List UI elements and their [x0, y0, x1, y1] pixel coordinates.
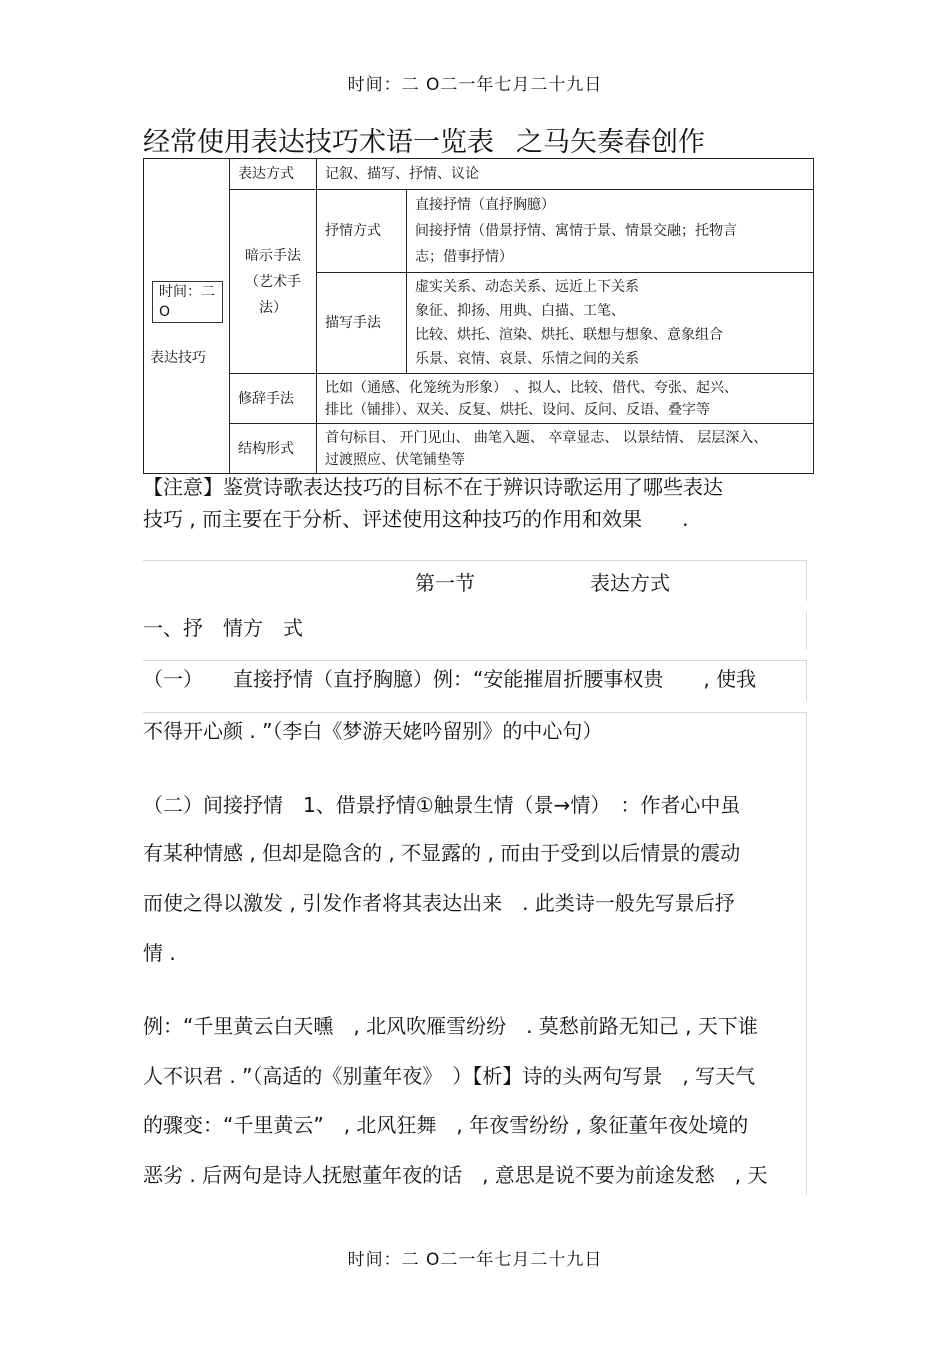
body-line-1: （一） 直接抒情（直抒胸臆）例：“安能摧眉折腰事权贵 , 使我 — [143, 660, 807, 701]
page-footer: 时间：二 O二一年七月二十九日 — [347, 1250, 603, 1270]
root-label: 表达技巧 — [150, 350, 206, 366]
label-description: 描写手法 — [317, 273, 407, 374]
content-expression-mode: 记叙、描写、抒情、议论 — [317, 159, 814, 190]
body-line-7: 例：“千里黄云白天曛 , 北风吹雁雪纷纷 . 莫愁前路无知己 , 天下谁 — [143, 1014, 758, 1038]
body-line-6: 情 . — [143, 941, 176, 965]
label-implication: 暗示手法 （艺术手 法） — [230, 190, 317, 374]
body-line-5: 而使之得以激发 , 引发作者将其表达出来 . 此类诗一般先写景后抒 — [143, 891, 735, 915]
page-title — [143, 120, 705, 159]
techniques-table — [143, 158, 814, 474]
page-header: 时间：二 O二一年七月二十九日 — [347, 75, 603, 95]
title-sub: 之马矢奏春创作 — [516, 127, 705, 158]
body-line-2: 不得开心颜 . ”（李白《梦游天姥吟留别》的中心句） — [143, 719, 603, 743]
body-line-4: 有某种情感 , 但却是隐含的 , 不显露的 , 而由于受到以后情景的震动 — [143, 841, 741, 865]
section-name: 表达方式 — [590, 571, 670, 595]
section-heading — [143, 560, 807, 601]
title-main: 经常使用表达技巧术语一览表 — [143, 127, 494, 158]
label-rhetoric: 修辞手法 — [230, 374, 317, 424]
label-lyric: 抒情方式 — [317, 190, 407, 273]
content-structure: 首句标目、 开门见山、 曲笔入题、 卒章显志、 以景结情、 层层深入、 过渡照应、伏笔铺垫等 — [317, 424, 814, 474]
body-line-3: （二）间接抒情 1、借景抒情①触景生情（景→情） ：作者心中虽 — [143, 793, 741, 817]
content-rhetoric: 比如（通感、化笼统为形象） 、拟人、比较、借代、夸张、起兴、 排比（铺排）、双关、反复、烘托、设问、反问、反语、叠字等 — [317, 374, 814, 424]
body-line-8: 人不识君 . ”（高适的《别董年夜》 ）【析】诗的头两句写景 , 写天气 — [143, 1064, 756, 1088]
body-line-10: 恶劣 . 后两句是诗人抚慰董年夜的话 , 意思是说不要为前途发愁 , 天 — [143, 1163, 768, 1187]
body-line-9: 的骤变：“千里黄云” , 北风狂舞 , 年夜雪纷纷 , 象征董年夜处境的 — [143, 1113, 749, 1137]
note-line-1: 【注意】鉴赏诗歌表达技巧的目标不在于辨识诗歌运用了哪些表达 — [143, 475, 723, 499]
note-line-2: 技巧 , 而主要在于分析、评述使用这种技巧的作用和效果 . — [143, 507, 689, 531]
section-number: 第一节 — [415, 571, 475, 595]
time-stamp: 时间：二 O — [152, 281, 223, 323]
label-structure: 结构形式 — [230, 424, 317, 474]
body-block — [143, 712, 807, 1195]
root-cell — [144, 159, 230, 474]
subsection-heading: 一、抒 情方 式 — [143, 612, 807, 650]
content-lyric: 直接抒情（直抒胸臆） 间接抒情（借景抒情、寓情于景、情景交融；托物言 志；借事抒情） — [407, 190, 814, 273]
content-description: 虚实关系、动态关系、远近上下关系 象征、抑扬、用典、白描、工笔、 比较、烘托、渲染、烘托、联想与想象、意象组合 乐景、哀情、哀景、乐情之间的关系 — [407, 273, 814, 374]
label-expression-mode: 表达方式 — [230, 159, 317, 190]
